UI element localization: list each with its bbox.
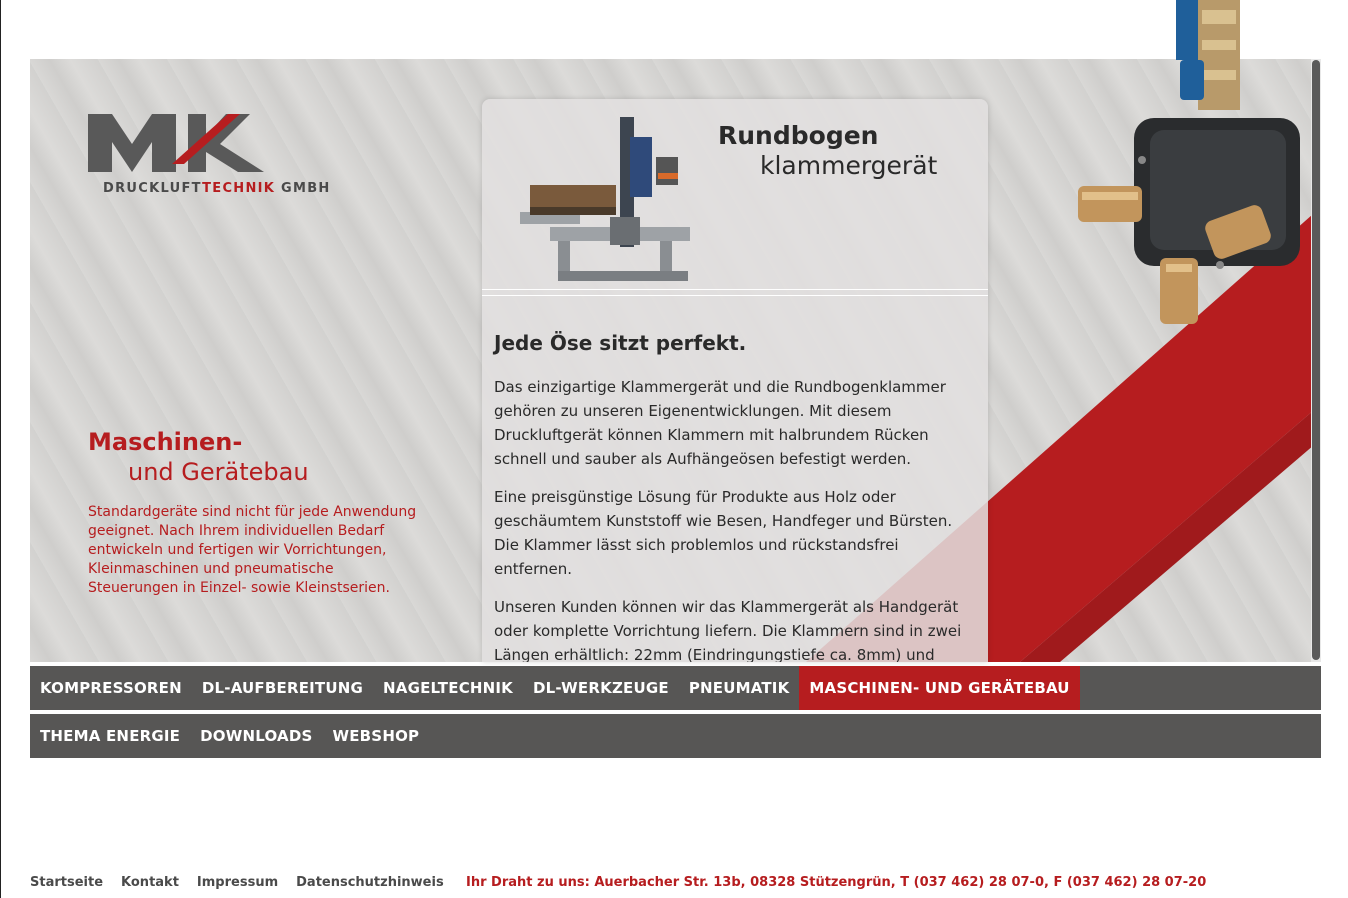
nav-item-dl-aufbereitung[interactable]: DL-AUFBEREITUNG — [201, 679, 364, 697]
footer-link-kontakt[interactable]: Kontakt — [121, 875, 179, 890]
product-paragraph: Unseren Kunden können wir das Klammergerät als Handgerät oder komplette Vorrichtung liefern. Die Klammern sind in zwei Längen erhältlich: 22mm (Eindringungstiefe ca. 8mm) und — [494, 598, 962, 662]
nav-item-dl-werkzeuge[interactable]: DL-WERKZEUGE — [533, 679, 669, 697]
product-headline: Jede Öse sitzt perfekt. — [494, 331, 747, 355]
section-description: Standardgeräte sind nicht für jede Anwendung geeignet. Nach Ihrem individuellen Bedarf entwickeln und fertigen wir Vorrichtungen, Kleinmaschinen und pneumatische Steuerungen in Einzel- sowie Kleinstserien. — [88, 504, 417, 596]
nav-item-thema-energie[interactable]: THEMA ENERGIE — [40, 727, 181, 745]
footer-link-startseite[interactable]: Startseite — [30, 875, 104, 890]
stapler-device-image — [510, 107, 710, 287]
company-name — [103, 181, 331, 196]
window-edge — [0, 0, 1, 898]
product-title-line2: klammergerät — [760, 151, 938, 180]
hero-scrollbar-thumb[interactable] — [1312, 60, 1320, 660]
product-card-body — [494, 331, 978, 662]
section-title-line1: Maschinen- — [88, 428, 243, 456]
nav-item-webshop[interactable]: WEBSHOP — [332, 727, 420, 745]
company-logo[interactable] — [88, 114, 268, 180]
footer-contact-info: Ihr Draht zu uns: Auerbacher Str. 13b, 08328 Stützengrün, T (037 462) 28 07-0, F (037 462) 28 07-20 — [466, 875, 1207, 890]
product-card — [482, 99, 988, 662]
product-paragraph: Das einzigartige Klammergerät und die Rundbogenklammer gehören zu unseren Eigenentwicklungen. Mit diesem Druckluftgerät können Klammern mit halbrundem Rücken schnell und sauber als Aufhängeösen befestigt werden. — [494, 378, 946, 468]
company-name-part1: DRUCKLUFT — [103, 181, 203, 196]
product-paragraph: Eine preisgünstige Lösung für Produkte aus Holz oder geschäumtem Kunststoff wie Besen, Handfeger und Bürsten. Die Klammer lässt sich problemlos und rückstandsfrei entfernen. — [494, 488, 953, 578]
main-nav-row2 — [30, 714, 1321, 758]
footer-link-impressum[interactable]: Impressum — [196, 875, 279, 890]
nav-item-downloads[interactable]: DOWNLOADS — [200, 727, 313, 745]
air-coupling-image — [1070, 0, 1310, 330]
nav-item-nageltechnik[interactable]: NAGELTECHNIK — [383, 679, 514, 697]
section-title-line2: und Gerätebau — [128, 458, 309, 486]
nav-item-pneumatik[interactable]: PNEUMATIK — [688, 679, 790, 697]
product-title-line1: Rundbogen — [718, 121, 879, 150]
company-name-part3: GMBH — [275, 181, 331, 196]
product-card-header — [482, 99, 988, 289]
company-name-part2: TECHNIK — [202, 181, 276, 196]
footer-link-datenschutz[interactable]: Datenschutzhinweis — [296, 875, 444, 890]
main-nav-row1 — [30, 666, 1321, 710]
footer-links — [30, 875, 444, 890]
nav-item-maschinen-geraetebau[interactable]: MASCHINEN- UND GERÄTEBAU — [799, 666, 1079, 710]
card-divider — [482, 289, 988, 296]
mk-logo-icon — [88, 114, 268, 176]
nav-item-kompressoren[interactable]: KOMPRESSOREN — [40, 679, 182, 697]
